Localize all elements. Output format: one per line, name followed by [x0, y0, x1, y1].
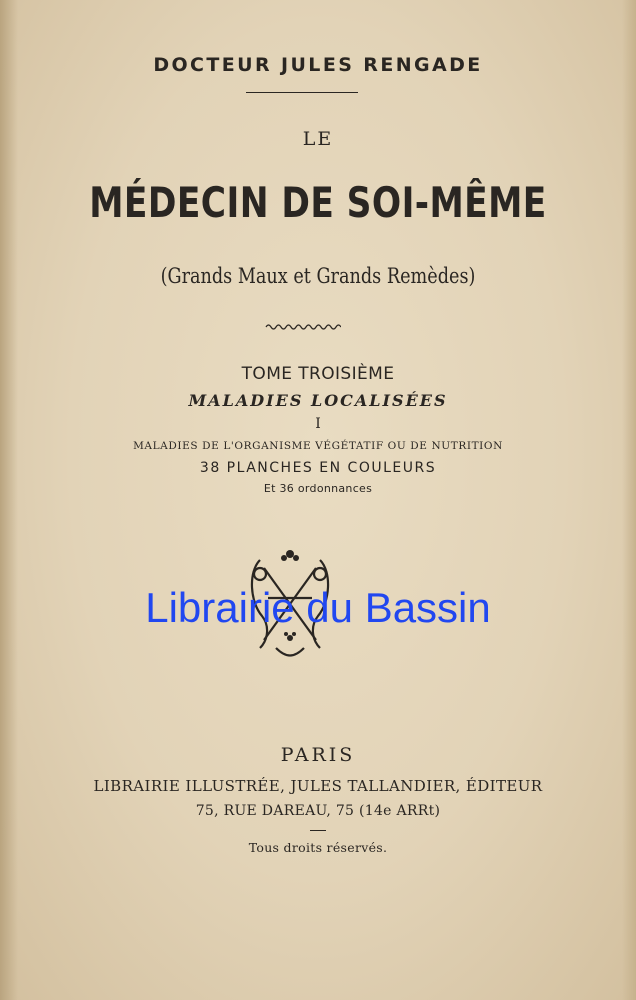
plates-count: 38 PLANCHES EN COULEURS	[199, 460, 437, 476]
volume-label: TOME TROISIÈME	[241, 364, 395, 384]
publisher-name: LIBRAIRIE ILLUSTRÉE, JULES TALLANDIER, ÉDITEUR	[93, 777, 543, 795]
city: PARIS	[280, 744, 356, 766]
watermark-text: Librairie du Bassin	[145, 584, 491, 631]
section-title: MALADIES LOCALISÉES	[188, 391, 448, 410]
divider-rule	[246, 92, 358, 93]
rights-notice: Tous droits réservés.	[248, 840, 388, 855]
short-dash	[310, 830, 326, 831]
book-title: MÉDECIN DE SOI-MÊME	[89, 178, 547, 227]
author-name: DOCTEUR JULES RENGADE	[153, 54, 483, 76]
book-subtitle: (Grands Maux et Grands Remèdes)	[160, 264, 476, 288]
title-article: LE	[302, 128, 334, 150]
prescriptions-count: Et 36 ordonnances	[263, 482, 373, 495]
section-number: I	[315, 416, 321, 432]
wavy-ornament	[265, 322, 341, 332]
publisher-address: 75, RUE DAREAU, 75 (14e ARRt)	[195, 803, 441, 819]
section-detail: MALADIES DE L'ORGANISME VÉGÉTATIF OU DE NUTRITION	[133, 440, 503, 452]
